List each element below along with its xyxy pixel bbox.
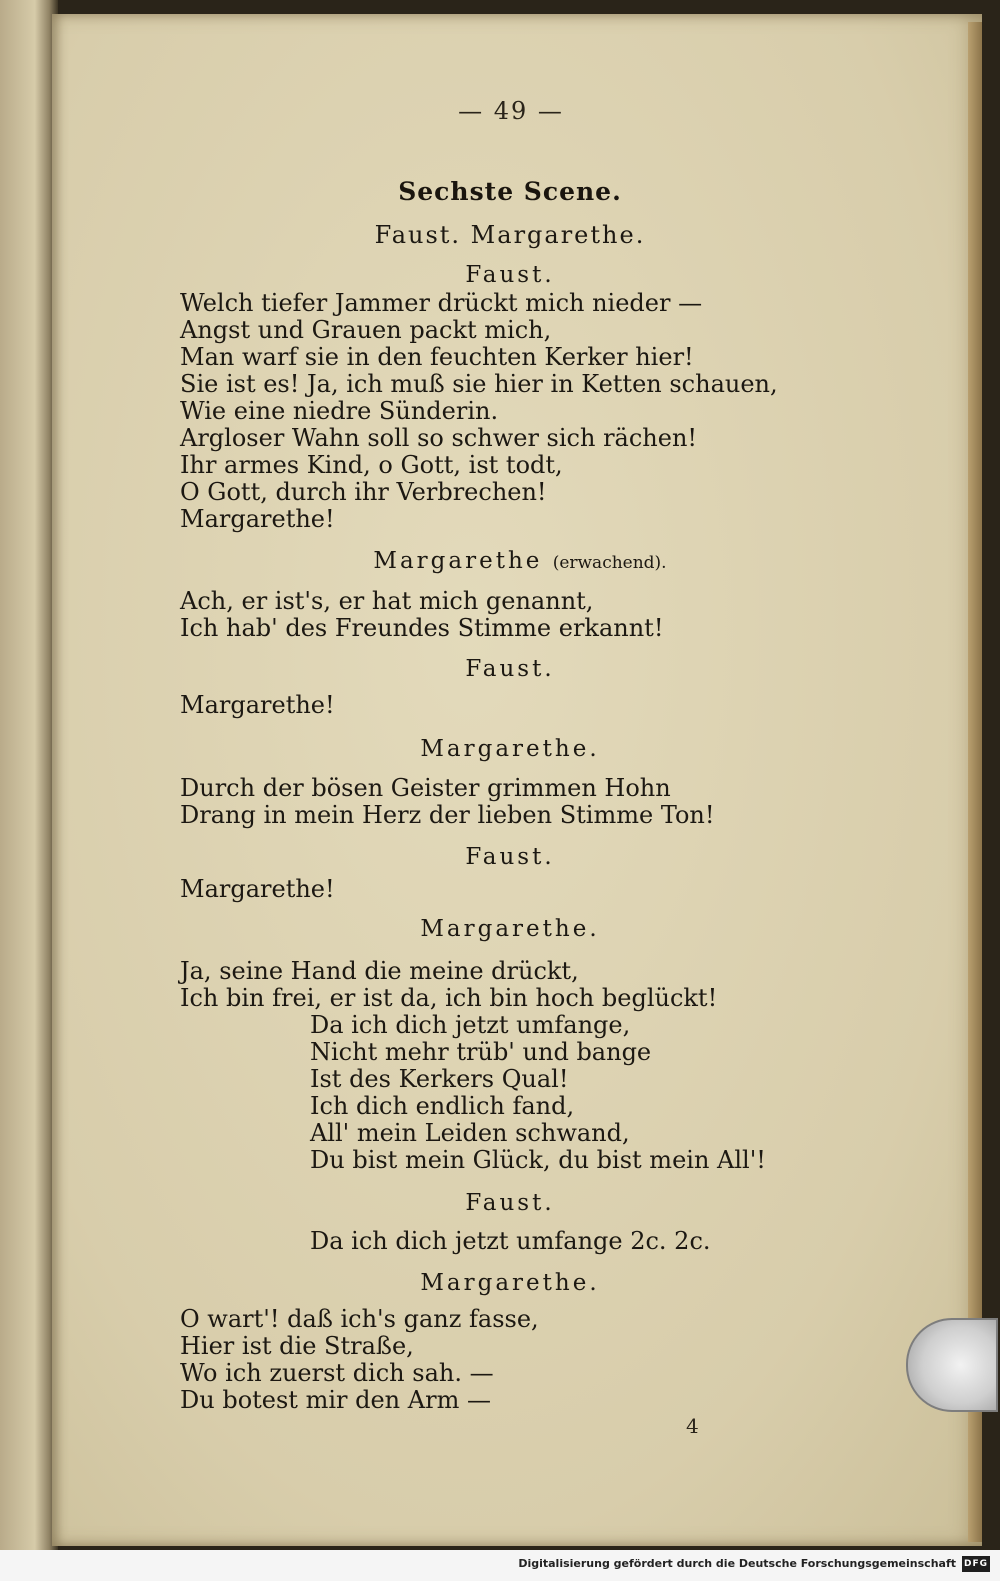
verse-line: Ich dich endlich fand,	[310, 1092, 575, 1120]
verse-line: Du bist mein Glück, du bist mein All'!	[310, 1146, 766, 1174]
signature-mark: 4	[686, 1414, 699, 1438]
scene-title: Sechste Scene.	[398, 177, 622, 206]
verse-block	[180, 1306, 539, 1414]
verse-line: Sie ist es! Ja, ich muß sie hier in Ketten schauen,	[180, 370, 778, 398]
verse-line: Argloser Wahn soll so schwer sich rächen!	[180, 424, 698, 452]
verse-line: All' mein Leiden schwand,	[310, 1119, 630, 1147]
verse-line: Drang in mein Herz der lieben Stimme Ton!	[180, 801, 715, 829]
speaker-name: Margarethe.	[420, 916, 600, 942]
verse-line: Ja, seine Hand die meine drückt,	[180, 957, 579, 985]
speaker-name: Margarethe.	[420, 736, 600, 762]
verse-line: Da ich dich jetzt umfange,	[310, 1011, 631, 1039]
verse-line: Hier ist die Straße,	[180, 1332, 414, 1360]
speaker-name: Faust.	[465, 1190, 555, 1216]
speaker-name: Margarethe	[373, 548, 543, 574]
verse-block	[180, 958, 717, 1012]
stage-direction: (erwachend).	[552, 553, 667, 573]
indented-verse-block	[310, 1012, 766, 1174]
speaker-name: Faust.	[465, 656, 555, 682]
verse-line: Nicht mehr trüb' und bange	[310, 1038, 652, 1066]
page-clip	[906, 1318, 998, 1412]
dfg-logo: DFG	[962, 1556, 990, 1572]
verse-block	[180, 290, 778, 533]
verse-block	[180, 876, 335, 903]
verse-line: Wo ich zuerst dich sah. —	[180, 1359, 494, 1387]
verse-line: Man warf sie in den feuchten Kerker hier!	[180, 343, 694, 371]
verse-line: Ihr armes Kind, o Gott, ist todt,	[180, 451, 563, 479]
verse-line: O Gott, durch ihr Verbrechen!	[180, 478, 547, 506]
verse-line: Ist des Kerkers Qual!	[310, 1065, 569, 1093]
indented-verse-block	[310, 1228, 711, 1255]
verse-line: Ach, er ist's, er hat mich genannt,	[180, 587, 594, 615]
verse-line: Welch tiefer Jammer drückt mich nieder —	[180, 289, 703, 317]
verse-line: Da ich dich jetzt umfange 2c. 2c.	[310, 1227, 711, 1255]
verse-line: Ich bin frei, er ist da, ich bin hoch beglückt!	[180, 984, 718, 1012]
verse-line: O wart'! daß ich's ganz fasse,	[180, 1305, 539, 1333]
speaker-line	[290, 548, 750, 577]
page-edge	[968, 22, 982, 1542]
verse-block	[180, 775, 715, 829]
verse-block	[180, 588, 663, 642]
speaker-name: Faust.	[465, 844, 555, 870]
verse-block	[180, 692, 335, 719]
speaker-name: Margarethe.	[420, 1270, 600, 1296]
page-number: — 49 —	[458, 97, 564, 125]
verse-line: Durch der bösen Geister grimmen Hohn	[180, 774, 671, 802]
speaker-name: Faust.	[465, 262, 555, 288]
verse-line: Margarethe!	[180, 691, 335, 719]
verse-line: Margarethe!	[180, 875, 335, 903]
verse-line: Margarethe!	[180, 505, 335, 533]
verse-line: Du botest mir den Arm —	[180, 1386, 491, 1414]
cast-list: Faust. Margarethe.	[374, 221, 646, 249]
footer-bar	[0, 1550, 1000, 1581]
verse-line: Ich hab' des Freundes Stimme erkannt!	[180, 614, 664, 642]
funding-notice: Digitalisierung gefördert durch die Deutsche Forschungsgemeinschaft	[518, 1557, 956, 1570]
verse-line: Wie eine niedre Sünderin.	[180, 397, 499, 425]
book-spine	[0, 0, 58, 1550]
verse-line: Angst und Grauen packt mich,	[180, 316, 552, 344]
